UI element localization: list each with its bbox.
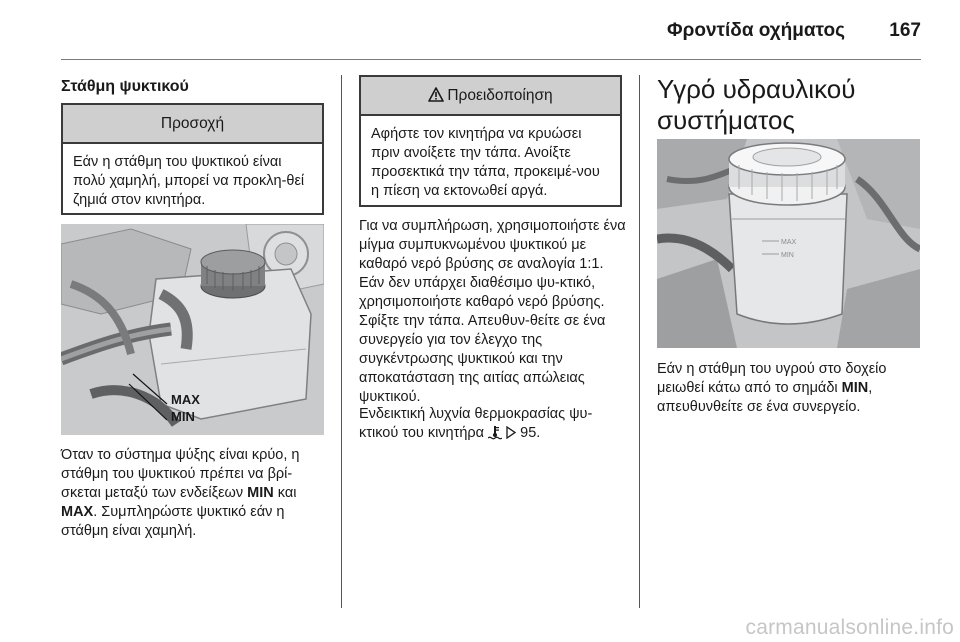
coolant-reservoir-figure — [61, 224, 324, 435]
max-mark-text: MAX — [61, 504, 94, 520]
min-mark-text: MIN — [841, 380, 869, 396]
paragraph-text: Εάν η στάθμη του υγρού στο δοχείο μειωθεί κάτω από το σημάδι — [657, 361, 887, 396]
coolant-temperature-icon — [488, 425, 502, 446]
coolant-reservoir-illustration — [61, 224, 324, 435]
section-heading-power-steering: Υγρό υδραυλικού συστήματος — [657, 74, 856, 135]
page-number: 167 — [889, 20, 921, 41]
column-divider — [341, 75, 342, 608]
paragraph-text: Όταν το σύστημα ψύξης είναι κρύο, η στάθμη του ψυκτικού πρέπει να βρί-σκεται μεταξύ των ενδείξεων — [61, 447, 300, 501]
paragraph-text: Ενδεικτική λυχνία θερμοκρασίας ψυ-κτικού του κινητήρα — [359, 406, 593, 441]
paragraph-text: , απευθυνθείτε σε ένα συνεργείο. — [657, 380, 873, 415]
warning-box — [359, 75, 622, 207]
page-reference-number: 95. — [520, 425, 541, 441]
topping-up-paragraph: Για να συμπλήρωση, χρησιμοποιήστε ένα μίγμα συμπυκνωμένου ψυκτικού με καθαρό νερό βρύσης σε αναλογία 1:1. Εάν δεν υπάρχει διαθέσιμο ψυ-κτικό, χρησιμοποιήστε καθαρό νερό βρύσης. Σφίξτε την τάπα. Απευθυν-θείτε σε ένα συνεργείο για τον έλεγχο της συγκέντρωσης ψυκτικού και την αποκατάσταση της αιτίας απώλειας ψυκτικού. — [359, 218, 626, 405]
power-steering-reservoir-illustration — [657, 139, 920, 348]
paragraph-text: . Συμπληρώστε ψυκτικό εάν η στάθμη είναι χαμηλή. — [61, 504, 285, 539]
warning-triangle-icon — [428, 79, 444, 116]
column-divider — [639, 75, 640, 608]
header-title: Φροντίδα οχήματος — [667, 20, 845, 41]
figure-min-label: MIN — [171, 409, 195, 424]
warning-title: Προειδοποίηση — [447, 87, 553, 104]
page-header — [61, 0, 921, 60]
page-reference-icon — [506, 426, 516, 445]
warning-text: Αφήστε τον κινητήρα να κρυώσει πριν ανοίξετε την τάπα. Ανοίξτε προσεκτικά την τάπα, προκειμέ-νου η πίεση να εκτονωθεί αργά. — [371, 126, 600, 199]
section-heading-coolant-level: Στάθμη ψυκτικού — [61, 78, 189, 95]
watermark: carmanualsonline.info — [745, 616, 954, 639]
caution-box — [61, 103, 324, 215]
figure-max-label: MAX — [781, 239, 797, 246]
figure-max-label: MAX — [171, 392, 200, 407]
min-mark-text: MIN — [247, 485, 274, 501]
power-steering-reservoir-figure — [657, 139, 920, 348]
figure-min-label: MIN — [781, 252, 794, 259]
power-steering-paragraph — [657, 360, 927, 417]
coolant-level-paragraph — [61, 446, 329, 541]
warning-header — [361, 77, 620, 116]
temperature-lamp-paragraph — [359, 405, 627, 446]
caution-text: Εάν η στάθμη του ψυκτικού είναι πολύ χαμηλή, μπορεί να προκλη-θεί ζημιά στον κινητήρα. — [73, 154, 305, 208]
caution-title: Προσοχή — [63, 105, 322, 144]
paragraph-text: και — [273, 485, 297, 501]
